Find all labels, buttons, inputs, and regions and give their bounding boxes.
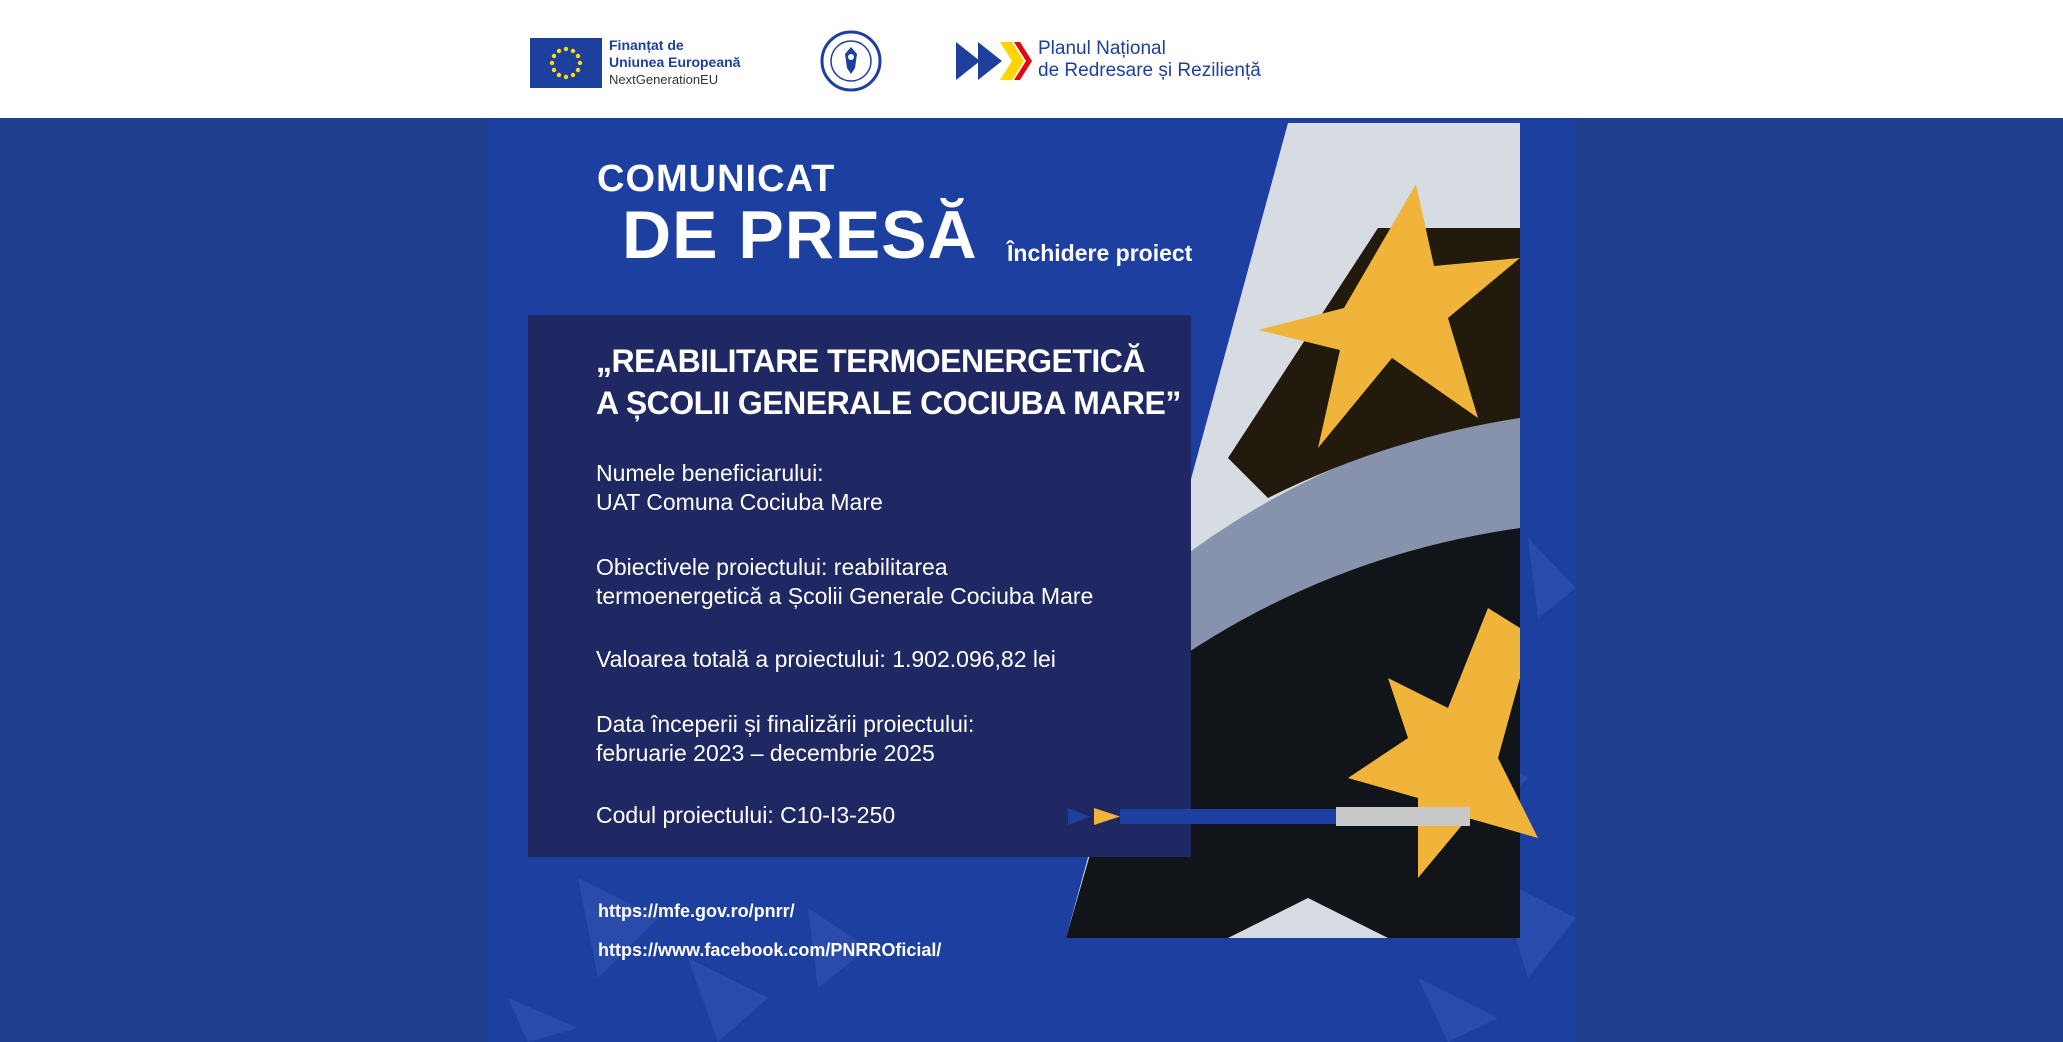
press-release-title-line-2: DE PRESĂ	[622, 197, 978, 273]
objectives-block	[596, 553, 1093, 611]
romanian-government-seal-icon	[820, 30, 882, 92]
press-release-title-line-1: COMUNICAT	[597, 158, 836, 200]
project-title	[596, 340, 1181, 424]
project-title-line-1: „REABILITARE TERMOENERGETICĂ	[596, 343, 1145, 379]
decorative-progress-bar	[1068, 807, 1470, 826]
logo-bar	[0, 0, 2063, 118]
dates-block	[596, 710, 974, 768]
website-link[interactable]: https://mfe.gov.ro/pnrr/	[598, 901, 795, 921]
dates-value: februarie 2023 – decembrie 2025	[596, 740, 935, 766]
objectives-line-2: termoenergetică a Școlii Generale Cociuba Mare	[596, 583, 1094, 609]
beneficiary-block	[596, 459, 883, 517]
beneficiary-value: UAT Comuna Cociuba Mare	[596, 489, 883, 515]
eu-line-3: NextGenerationEU	[609, 72, 719, 87]
beneficiary-label: Numele beneficiarului:	[596, 460, 824, 486]
facebook-link[interactable]: https://www.facebook.com/PNRROficial/	[598, 940, 942, 960]
objectives-line-1: Obiectivele proiectului: reabilitarea	[596, 554, 948, 580]
dates-label: Data începerii și finalizării proiectului:	[596, 711, 975, 737]
eu-funding-text	[609, 37, 740, 88]
eu-line-1: Finanțat de	[609, 37, 684, 53]
total-value: Valoarea totală a proiectului: 1.902.096,82 lei	[596, 646, 1056, 672]
pnrr-line-1: Planul Național	[1038, 38, 1166, 59]
project-title-line-2: A ȘCOLII GENERALE COCIUBA MARE”	[596, 385, 1181, 421]
pnrr-line-2: de Redresare și Reziliență	[1038, 60, 1261, 81]
eu-line-2: Uniunea Europeană	[609, 54, 741, 70]
project-status-label: Închidere proiect	[1007, 240, 1193, 266]
eu-flag-icon	[530, 38, 602, 88]
pnrr-text	[1038, 38, 1261, 82]
project-code: Codul proiectului: C10-I3-250	[596, 802, 896, 828]
pnrr-arrows-icon	[956, 40, 1032, 82]
